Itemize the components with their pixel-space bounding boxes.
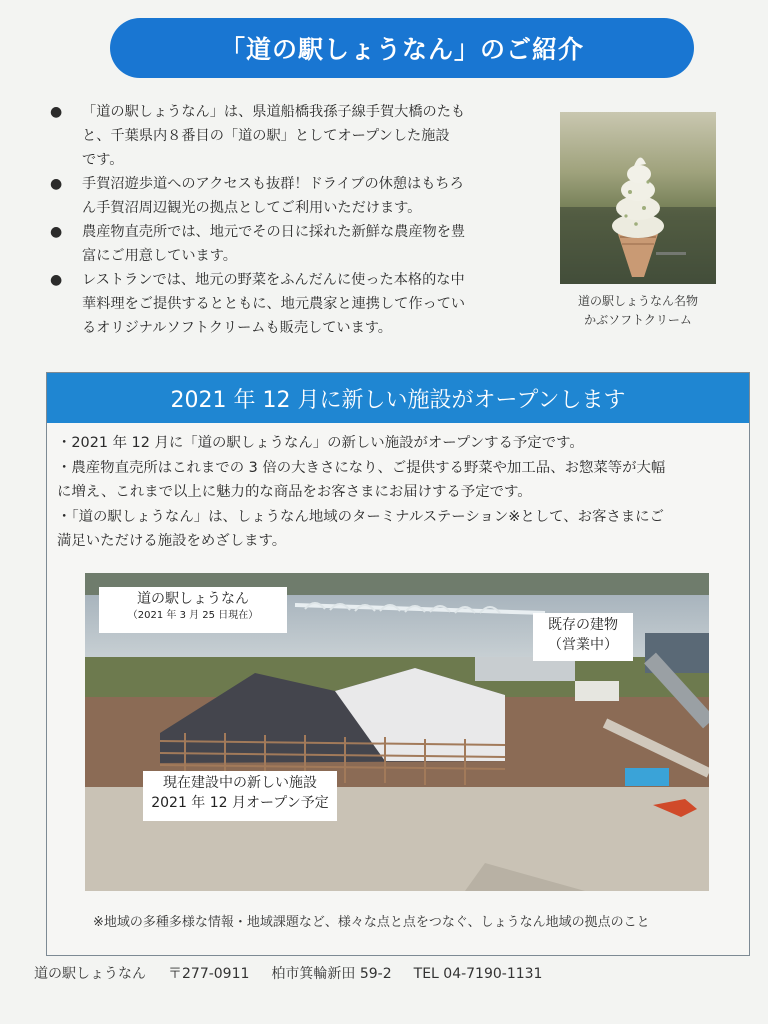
label-existing — [533, 613, 633, 661]
section-title: 2021 年 12 月に新しい施設がオープンします — [170, 387, 626, 413]
label-new-facility-name: 現在建設中の新しい施設 — [163, 775, 317, 791]
footer-name: 道の駅しょうなん — [34, 966, 146, 982]
bullet-icon: ● — [50, 104, 63, 120]
footer-tel: TEL 04-7190-1131 — [413, 966, 543, 982]
bullet-icon: ● — [50, 176, 63, 192]
footer-address: 柏市箕輪新田 59-2 — [271, 966, 392, 982]
photo-caption-line: 道の駅しょうなん名物 — [577, 294, 698, 308]
new-facility-section — [46, 372, 750, 956]
footer-postal: 〒277-0911 — [168, 966, 250, 982]
photo-caption-line: かぶソフトクリーム — [584, 313, 692, 327]
bullet-icon: ● — [50, 272, 63, 288]
intro-line: 「道の駅しょうなん」は、県道船橋我孫子線手賀大橋のたも — [82, 104, 466, 120]
bullet-icon: ● — [50, 224, 63, 240]
intro-line: 富にご用意しています。 — [82, 248, 237, 264]
soft-cream-image — [560, 112, 716, 284]
intro-line: るオリジナルソフトクリームも販売しています。 — [82, 320, 392, 336]
label-new-facility — [143, 771, 337, 821]
intro-line: レストランでは、地元の野菜をふんだんに使った本格的な中 — [82, 272, 465, 288]
intro-list — [50, 100, 550, 340]
section-line: ・農産物直売所はこれまでの 3 倍の大きさになり、ご提供する野菜や加工品、お惣菜等が大幅 — [57, 459, 666, 476]
intro-line: ん手賀沼周辺観光の拠点としてご利用いただけます。 — [82, 200, 422, 216]
section-line: 満足いただける施設をめざします。 — [57, 533, 287, 549]
photo-caption — [552, 292, 724, 330]
intro-line: 華料理をご提供するとともに、地元農家と連携して作ってい — [82, 296, 466, 312]
section-header — [47, 373, 749, 423]
intro-line: と、千葉県内８番目の「道の駅」としてオープンした施設 — [82, 128, 450, 144]
intro-item — [50, 100, 550, 172]
section-body — [57, 431, 747, 554]
label-existing-name: 既存の建物 — [548, 617, 618, 633]
label-station-date: （2021 年 3 月 25 日現在） — [127, 610, 259, 621]
label-station-name: 道の駅しょうなん — [137, 591, 249, 607]
label-station — [99, 587, 287, 633]
intro-item — [50, 172, 550, 220]
footer — [34, 963, 564, 983]
intro-line: 農産物直売所では、地元でその日に採れた新鮮な農産物を豊 — [82, 224, 466, 240]
footnote: ※地域の多種多様な情報・地域課題など、様々な点と点をつなぐ、しょうなん地域の拠点のこと — [93, 915, 650, 930]
intro-line: 手賀沼遊歩道へのアクセスも抜群！ドライブの休憩はもちろ — [82, 176, 464, 192]
intro-line: です。 — [82, 152, 124, 168]
page-title-banner — [110, 18, 694, 78]
aerial-photo — [85, 573, 709, 891]
label-new-facility-date: 2021 年 12 月オープン予定 — [151, 795, 329, 811]
section-line: に増え、これまで以上に魅力的な商品をお客さまにお届けする予定です。 — [57, 484, 532, 500]
intro-item — [50, 268, 550, 340]
soft-cream-photo — [560, 112, 716, 284]
section-line: ・「道の駅しょうなん」は、しょうなん地域のターミナルステーション※として、お客さまにご — [57, 508, 664, 525]
label-existing-status: （営業中） — [548, 637, 618, 653]
intro-item — [50, 220, 550, 268]
page-title: 「道の駅しょうなん」のご紹介 — [219, 35, 584, 64]
section-line: ・2021 年 12 月に「道の駅しょうなん」の新しい施設がオープンする予定です。 — [57, 435, 584, 451]
